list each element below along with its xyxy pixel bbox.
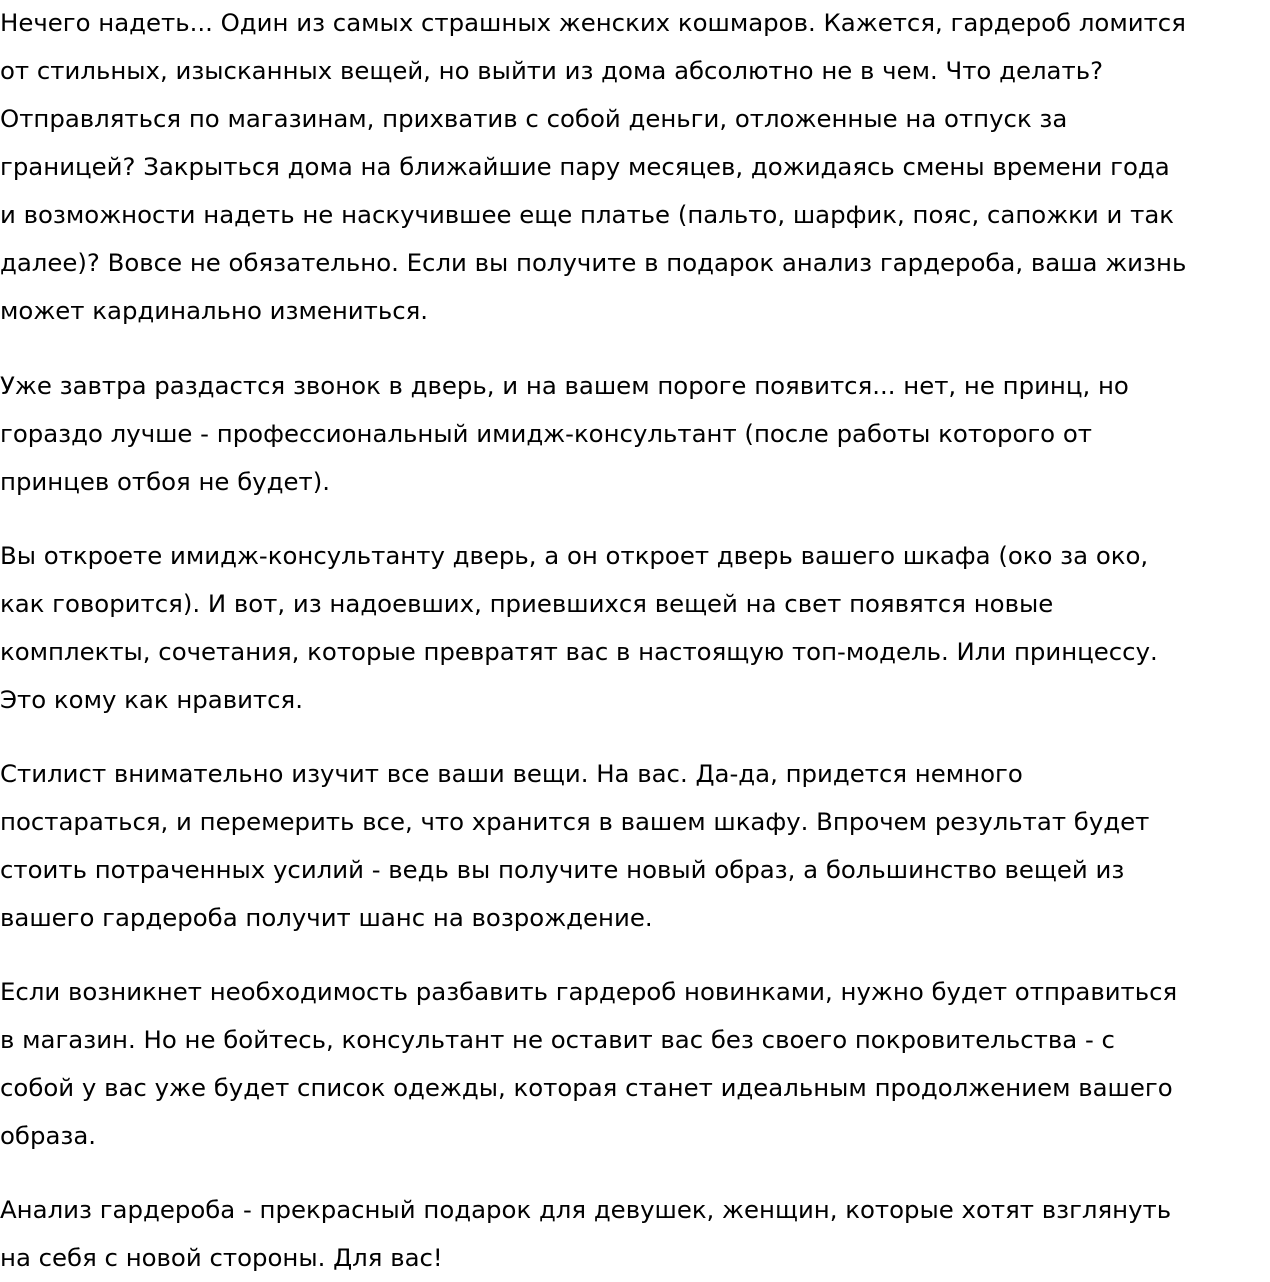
paragraph-line: вашего гардероба получит шанс на возрождение. — [0, 903, 653, 932]
paragraph-line: собой у вас уже будет список одежды, которая станет идеальным продолжением вашего — [0, 1073, 1173, 1102]
paragraph-line: границей? Закрыться дома на ближайшие пару месяцев, дожидаясь смены времени года — [0, 152, 1170, 181]
paragraph-line: принцев отбоя не будет). — [0, 467, 331, 496]
paragraph-line: Уже завтра раздастся звонок в дверь, и на вашем пороге появится... нет, не принц, но — [0, 371, 1129, 400]
paragraph-line: Отправляться по магазинам, прихватив с собой деньги, отложенные на отпуск за — [0, 104, 1068, 133]
paragraph-line: Стилист внимательно изучит все ваши вещи. На вас. Да-да, придется немного — [0, 759, 1023, 788]
paragraph-line: на себя с новой стороны. Для вас! — [0, 1243, 443, 1272]
paragraph-line: от стильных, изысканных вещей, но выйти из дома абсолютно не в чем. Что делать? — [0, 56, 1104, 85]
paragraph-6 — [0, 1186, 1270, 1282]
paragraph-line: и возможности надеть не наскучившее еще платье (пальто, шарфик, пояс, сапожки и так — [0, 200, 1175, 229]
paragraph-line: комплекты, сочетания, которые превратят вас в настоящую топ-модель. Или принцессу. — [0, 637, 1158, 666]
paragraph-line: гораздо лучше - профессиональный имидж-консультант (после работы которого от — [0, 419, 1092, 448]
paragraph-line: может кардинально измениться. — [0, 296, 429, 325]
paragraph-line: Анализ гардероба - прекрасный подарок для девушек, женщин, которые хотят взглянуть — [0, 1195, 1172, 1224]
paragraph-5 — [0, 968, 1270, 1160]
paragraph-line: постараться, и перемерить все, что хранится в вашем шкафу. Впрочем результат будет — [0, 807, 1150, 836]
paragraph-line: Нечего надеть... Один из самых страшных женских кошмаров. Кажется, гардероб ломится — [0, 8, 1186, 37]
paragraph-line: Вы откроете имидж-консультанту дверь, а он откроет дверь вашего шкафа (око за око, — [0, 541, 1149, 570]
paragraph-3 — [0, 532, 1270, 724]
paragraph-line: Это кому как нравится. — [0, 685, 303, 714]
paragraph-line: как говорится). И вот, из надоевших, приевшихся вещей на свет появятся новые — [0, 589, 1054, 618]
paragraph-2 — [0, 362, 1270, 506]
paragraph-line: в магазин. Но не бойтесь, консультант не оставит вас без своего покровительства - с — [0, 1025, 1115, 1054]
paragraph-line: образа. — [0, 1121, 97, 1150]
paragraph-line: Если возникнет необходимость разбавить гардероб новинками, нужно будет отправиться — [0, 977, 1178, 1006]
paragraph-1 — [0, 0, 1270, 335]
paragraph-line: стоить потраченных усилий - ведь вы получите новый образ, а большинство вещей из — [0, 855, 1125, 884]
paragraph-4 — [0, 750, 1270, 942]
paragraph-line: далее)? Вовсе не обязательно. Если вы получите в подарок анализ гардероба, ваша жизнь — [0, 248, 1187, 277]
